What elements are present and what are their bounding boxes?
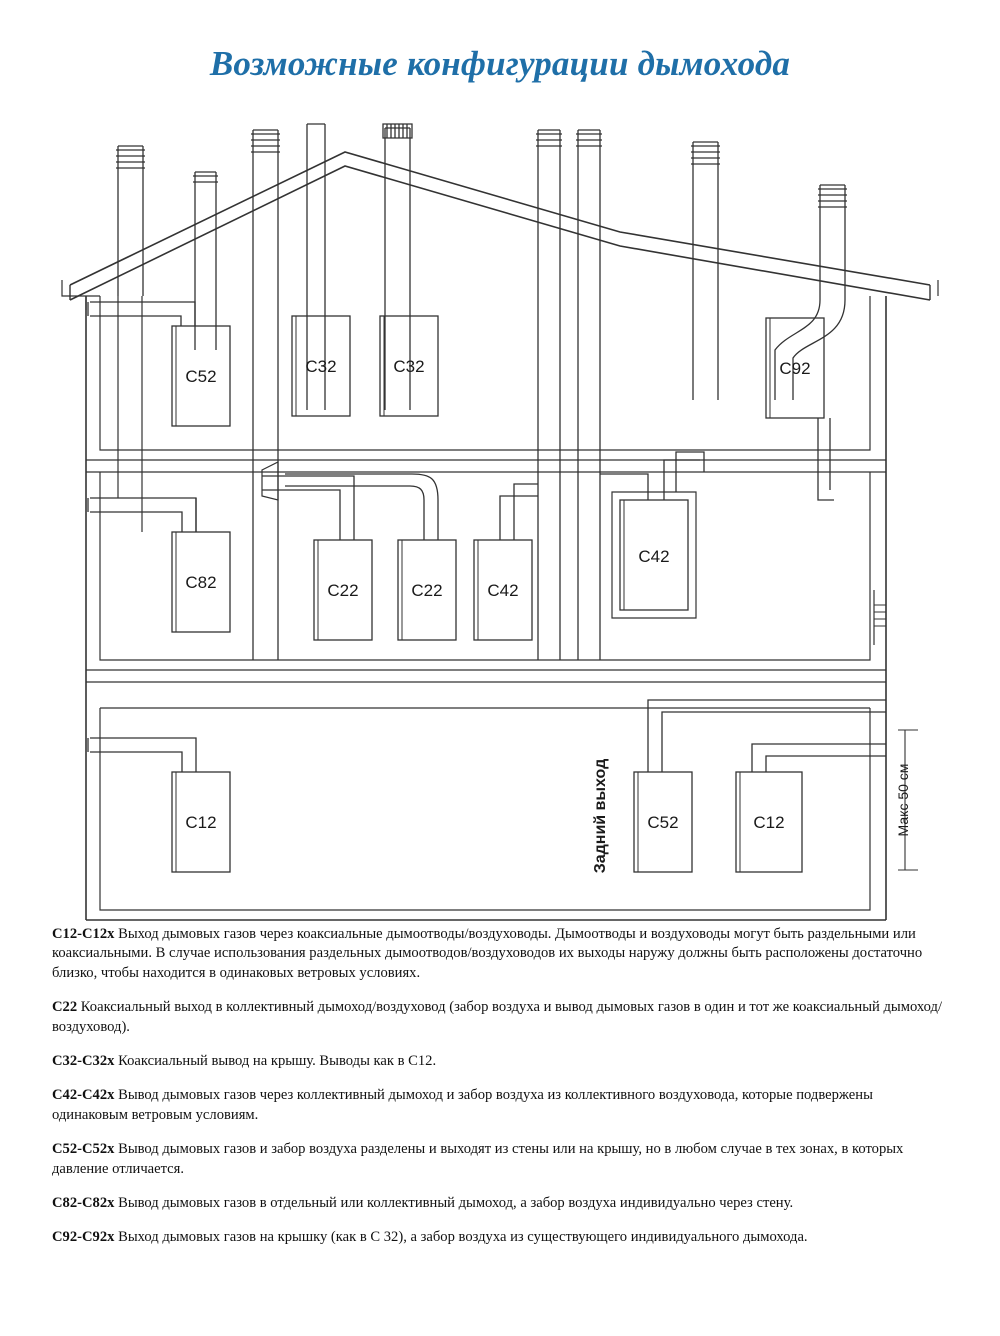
boiler-label-c82: C82 — [185, 573, 217, 592]
legend-item — [52, 998, 950, 1037]
legend-item — [52, 1086, 950, 1125]
boiler-label-c12-b: C12 — [753, 813, 785, 832]
boiler-label-c92: C92 — [779, 359, 811, 378]
boiler-label-c52-row1: C52 — [185, 367, 217, 386]
legend-code-c42: C42-C42x — [52, 1087, 115, 1104]
boiler-label-c22-b: C22 — [411, 581, 443, 600]
legend-text-c92: Выход дымовых газов на крышку (как в С 32), а забор воздуха из существующего индивидуального дымохода. — [114, 1229, 808, 1246]
boiler-label-c52-row3: C52 — [647, 813, 679, 832]
legend-item — [52, 1228, 950, 1247]
legend-code-c22: C22 — [52, 999, 78, 1016]
rear-outlet-label: Задний выход — [592, 758, 609, 874]
chimney-configuration-diagram — [0, 100, 1000, 930]
legend-code-c52: C52-C52x — [52, 1141, 115, 1158]
boiler-label-c22-a: C22 — [327, 581, 359, 600]
legend-text-c12: Выход дымовых газов через коаксиальные дымоотводы/воздуховоды. Дымоотводы и воздуховоды могут быть раздельными или коаксиальными. В случае использования раздельных дымоотводов/воздуховодов их выходы наружу должны быть расположены достаточно близко, чтобы находится в одинаковых ветровых условиях. — [52, 926, 923, 981]
legend-text-c82: Вывод дымовых газов в отдельный или коллективный дымоход, а забор воздуха индивидуально через стену. — [114, 1195, 794, 1212]
page-title: Возможные конфигурации дымохода — [209, 44, 791, 83]
max-height-label: Макс 50 см — [895, 763, 911, 837]
legend-list — [52, 925, 950, 1263]
legend-code-c82: C82-C82x — [52, 1195, 115, 1212]
boiler-label-c32-a: C32 — [305, 357, 337, 376]
legend-item — [52, 1194, 950, 1213]
legend-item — [52, 925, 950, 983]
legend-text-c42: Вывод дымовых газов через коллективный дымоход и забор воздуха из коллективного воздуховода, которые подвержены одинаковым ветровым условиям. — [52, 1087, 873, 1123]
legend-item — [52, 1052, 950, 1071]
boiler-label-c42-a: C42 — [487, 581, 519, 600]
legend-text-c32: Коаксиальный вывод на крышу. Выводы как в С12. — [114, 1053, 437, 1070]
legend-text-c52: Вывод дымовых газов и забор воздуха разделены и выходят из стены или на крышу, но в любом случае в тех зонах, в которых давление отличается. — [52, 1141, 904, 1177]
legend-code-c12: C12-C12x — [52, 926, 115, 942]
boiler-label-c42-b: C42 — [638, 547, 670, 566]
legend-text-c22: Коаксиальный выход в коллективный дымоход/воздуховод (забор воздуха и вывод дымовых газов в один и тот же коаксиальный дымоход/воздуховод). — [52, 999, 942, 1035]
legend-item — [52, 1140, 950, 1179]
boiler-label-c12-a: C12 — [185, 813, 217, 832]
legend-code-c92: C92-C92x — [52, 1229, 115, 1246]
legend-code-c32: C32-C32x — [52, 1053, 115, 1070]
boiler-label-c32-b: C32 — [393, 357, 425, 376]
